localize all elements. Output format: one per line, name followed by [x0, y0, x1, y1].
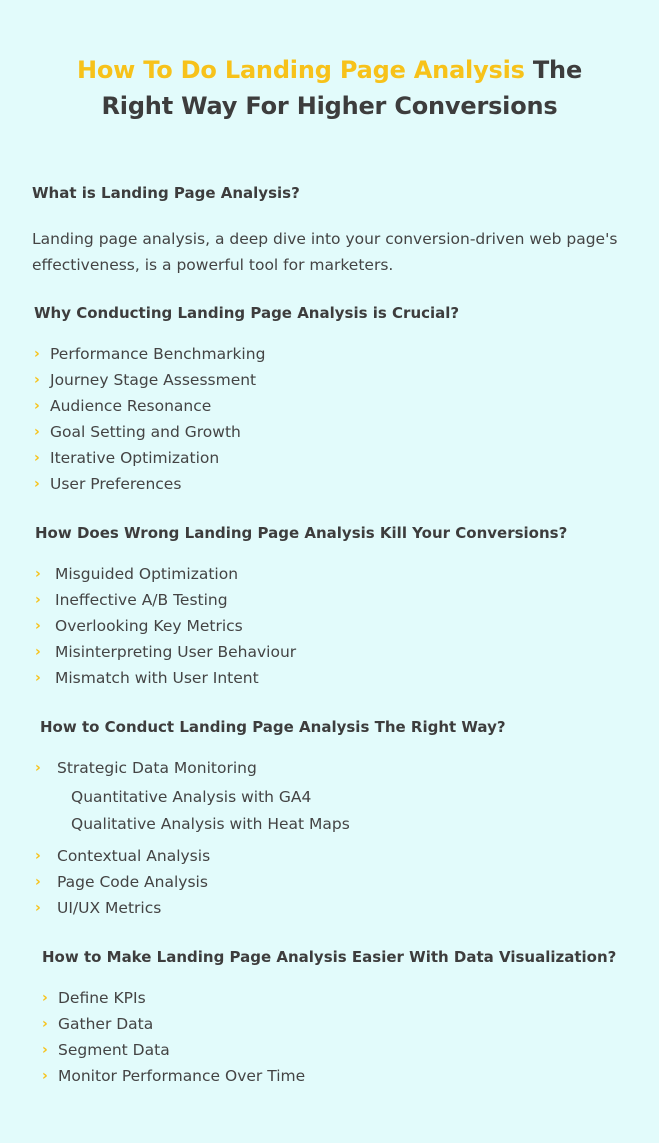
list-wrong-analysis	[35, 561, 296, 691]
section-heading-wrong-analysis: How Does Wrong Landing Page Analysis Kill Your Conversions?	[35, 524, 568, 542]
chevron-right-icon: ›	[35, 760, 41, 776]
list-item: › Journey Stage Assessment	[34, 367, 265, 393]
chevron-right-icon: ›	[34, 476, 40, 492]
list-item: › Mismatch with User Intent	[35, 665, 296, 691]
list-item: › Goal Setting and Growth	[34, 419, 265, 445]
chevron-right-icon: ›	[35, 874, 41, 890]
list-item: › Performance Benchmarking	[34, 341, 265, 367]
chevron-right-icon: ›	[35, 670, 41, 686]
list-item: › Monitor Performance Over Time	[42, 1063, 305, 1089]
list-item: › Segment Data	[42, 1037, 305, 1063]
section-heading-what-is: What is Landing Page Analysis?	[32, 184, 300, 202]
chevron-right-icon: ›	[35, 618, 41, 634]
list-item: › User Preferences	[34, 471, 265, 497]
list-why-crucial	[34, 341, 265, 497]
chevron-right-icon: ›	[35, 848, 41, 864]
sub-item-ga4: Quantitative Analysis with GA4	[71, 788, 312, 806]
list-item: › Misinterpreting User Behaviour	[35, 639, 296, 665]
list-item: › Iterative Optimization	[34, 445, 265, 471]
list-right-way-rest	[35, 843, 210, 921]
list-item: › Overlooking Key Metrics	[35, 613, 296, 639]
chevron-right-icon: ›	[34, 450, 40, 466]
list-right-way-first	[35, 755, 257, 781]
list-item: › Define KPIs	[42, 985, 305, 1011]
section-heading-why-crucial: Why Conducting Landing Page Analysis is Crucial?	[34, 304, 460, 322]
list-item: › Gather Data	[42, 1011, 305, 1037]
chevron-right-icon: ›	[34, 424, 40, 440]
list-item: › Strategic Data Monitoring	[35, 755, 257, 781]
chevron-right-icon: ›	[35, 900, 41, 916]
page-title	[0, 52, 659, 124]
chevron-right-icon: ›	[34, 398, 40, 414]
list-item: › Misguided Optimization	[35, 561, 296, 587]
chevron-right-icon: ›	[42, 990, 48, 1006]
title-line2: Right Way For Higher Conversions	[101, 92, 558, 120]
list-item: › UI/UX Metrics	[35, 895, 210, 921]
chevron-right-icon: ›	[42, 1068, 48, 1084]
list-item: › Audience Resonance	[34, 393, 265, 419]
sub-item-heatmaps: Qualitative Analysis with Heat Maps	[71, 815, 350, 833]
chevron-right-icon: ›	[35, 592, 41, 608]
section-heading-data-viz: How to Make Landing Page Analysis Easier With Data Visualization?	[42, 948, 617, 966]
title-rest: The	[524, 56, 583, 84]
chevron-right-icon: ›	[42, 1042, 48, 1058]
title-highlight: How To Do Landing Page Analysis	[76, 56, 525, 84]
list-data-viz	[42, 985, 305, 1089]
chevron-right-icon: ›	[34, 372, 40, 388]
intro-paragraph: Landing page analysis, a deep dive into your conversion-driven web page's effectiveness, is a powerful tool for marketers.	[32, 230, 618, 274]
chevron-right-icon: ›	[35, 644, 41, 660]
section-heading-right-way: How to Conduct Landing Page Analysis The Right Way?	[40, 718, 506, 736]
list-item: › Ineffective A/B Testing	[35, 587, 296, 613]
list-item: › Contextual Analysis	[35, 843, 210, 869]
chevron-right-icon: ›	[35, 566, 41, 582]
chevron-right-icon: ›	[34, 346, 40, 362]
chevron-right-icon: ›	[42, 1016, 48, 1032]
list-item: › Page Code Analysis	[35, 869, 210, 895]
